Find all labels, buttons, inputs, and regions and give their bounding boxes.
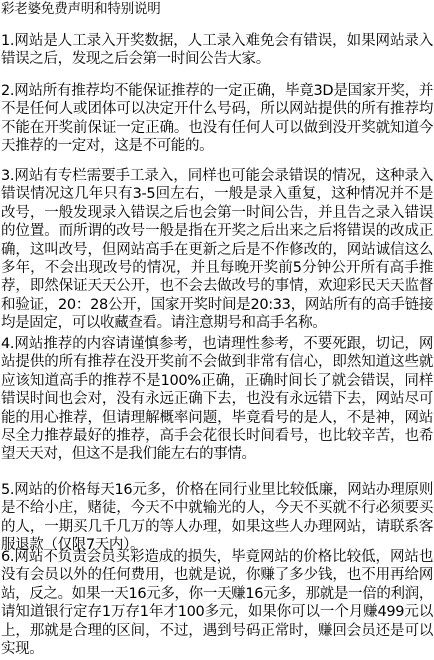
paragraph-liability: 6.网站不负责会员买彩造成的损失，毕竟网站的价格比较低，网站也没有会员以外的任何费用，也就是说，你赚了多少钱，也不用再给网站，反之。如果一天16元多，你一天赚16元多，那就是一倍的利润，请知道银行定存1万存1年才100多元，如果你可以一个月赚499元以上，那就是合理的区间，不过，遇到号码正常时，赚回会员还是可以实现。 <box>1 549 433 658</box>
paragraph-no-guarantee: 2.网站所有推荐均不能保证推荐的一定正确，毕竟3D是国家开奖，并不是任何人或团体可以决定开什么号码，所以网站提供的所有推荐均不能在开奖前保证一定正确。也没有任何人可以做到没开奖就知道今天推荐的一定对，这是不可能的。 <box>1 83 433 155</box>
paragraph-manual-entry: 3.网站有专栏需要手工录入，同样也可能会录错误的情况，这种录入错误情况这几年只有3-5回左右，一般是录入重复，这种情况并不是改号，一般发现录入错误之后也会第一时间公告，并且告之录入错误的位置。而所谓的改号一般是指在开奖之后出来之后将错误的改成正确，这叫改号，但网站高手在更新之后是不作修改的，网站诚信这么多年，不会出现改号的情况，并且每晚开奖前5分钟公开所有高手推荐，即然保证天天公开，也不会去做改号的事情，欢迎彩民天天监督和验证，20：28公开，国家开奖时间是20:33，网站所有的高手链接均是固定，可以收藏查看。请注意期号和高手名称。 <box>1 168 433 332</box>
paragraph-pricing: 5.网站的价格每天16元多，价格在同行业里比较低廉，网站办理原则是不给小庄，赌徒，今天不中就输光的人，今天不买就不行必须要买的人，一期买几千几万的等人办理，如果这些人办理网站，请联系客服退款（仅限7天内）。 <box>1 482 433 554</box>
paragraph-reference-caution: 4.网站推荐的内容请谨慎参考，也请理性参考，不要死跟，切记，网站提供的所有推荐在没开奖前不会做到非常有信心，即然知道这些就应该知道高手的推荐不是100%正确，正确时间长了就会错误，同样错误时间也会对，没有永远正确下去，也没有永远错下去，网站尽可能的用心推荐，但请理解概率问题，毕竟看号的是人，不是神，网站尽全力推荐最好的推荐，高手会花很长时间看号，也比较辛苦，也希望天天对，但这不是我们能左右的事情。 <box>1 336 433 463</box>
page-title: 彩老婆免费声明和特别说明 <box>1 1 161 17</box>
paragraph-data-entry: 1.网站是人工录入开奖数据，人工录入难免会有错误，如果网站录入错误之后，发现之后会第一时间公告大家。 <box>1 33 433 68</box>
